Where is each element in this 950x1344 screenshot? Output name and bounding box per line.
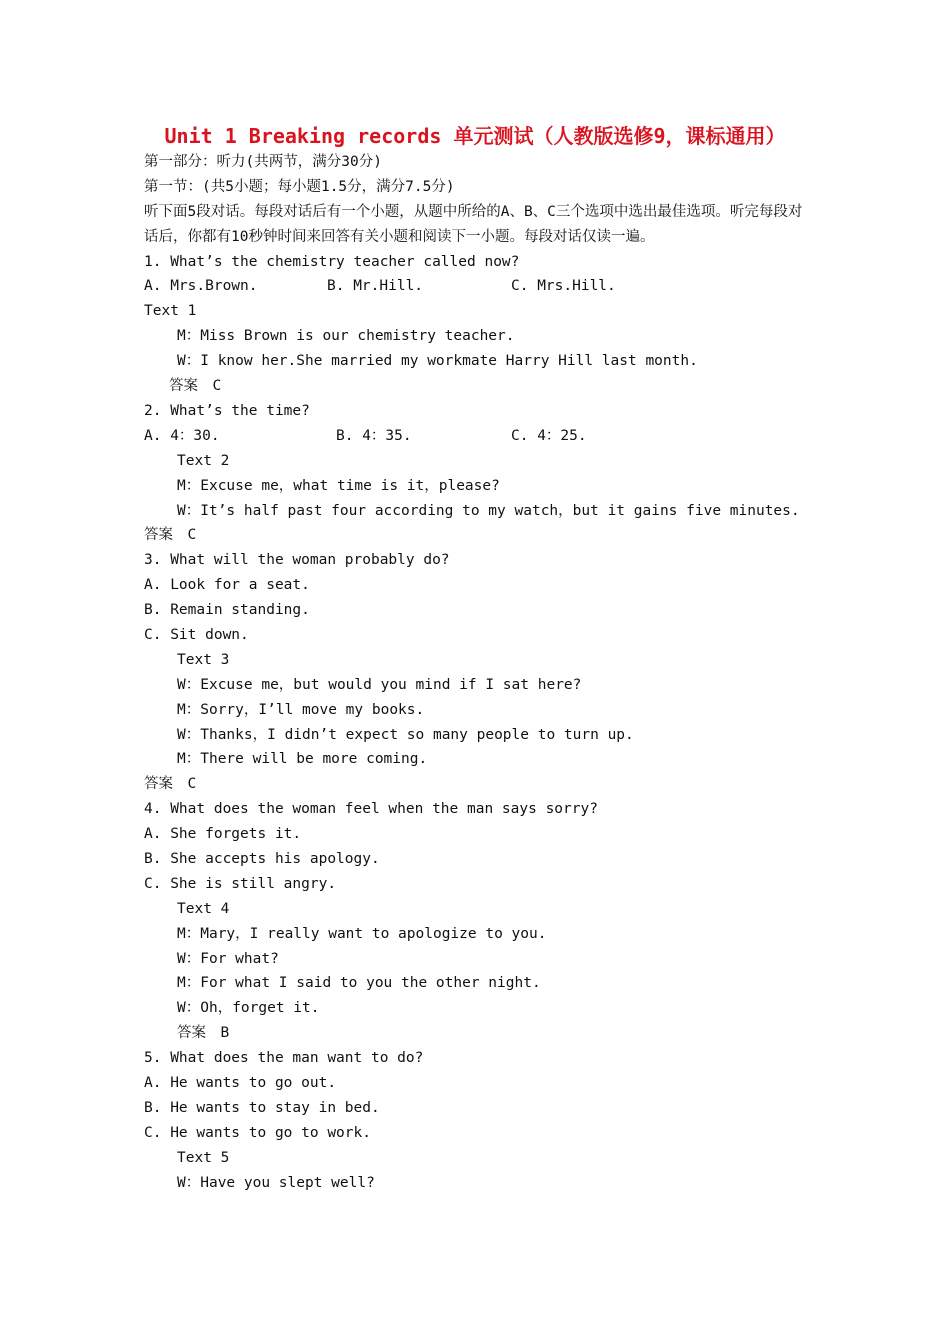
- question-2: 2. What’s the time?: [144, 402, 310, 419]
- question-4: 4. What does the woman feel when the man says sorry?: [144, 801, 598, 818]
- dialogue-line: M：Mary，I really want to apologize to you.: [177, 925, 547, 942]
- section-heading: 第一节：(共5小题；每小题1.5分，满分7.5分): [144, 178, 455, 195]
- dialogue-line: M：Miss Brown is our chemistry teacher.: [177, 328, 515, 345]
- dialogue-line: M：There will be more coming.: [177, 751, 428, 768]
- option-b: B. 4：35.: [336, 427, 412, 444]
- option-c: C. She is still angry.: [144, 875, 337, 892]
- option-b: B. He wants to stay in bed.: [144, 1099, 380, 1116]
- answer-1: 答案 C: [169, 378, 222, 395]
- dialogue-line: W：Excuse me，but would you mind if I sat here?: [177, 676, 582, 693]
- option-b: B. She accepts his apology.: [144, 850, 380, 867]
- option-c: C. 4：25.: [511, 427, 587, 444]
- option-b: B. Remain standing.: [144, 602, 310, 619]
- dialogue-line: M：Excuse me，what time is it，please?: [177, 477, 500, 494]
- text-label-3: Text 3: [177, 651, 230, 668]
- text-label-5: Text 5: [177, 1149, 230, 1166]
- dialogue-line: W：Thanks，I didn’t expect so many people to turn up.: [177, 726, 634, 743]
- answer-2: 答案 C: [144, 527, 197, 544]
- option-a: A. She forgets it.: [144, 826, 302, 843]
- dialogue-line: M：For what I said to you the other night.: [177, 975, 541, 992]
- document-body: [144, 150, 810, 1195]
- option-c: C. Sit down.: [144, 626, 249, 643]
- dialogue-line: W：Have you slept well?: [177, 1174, 375, 1191]
- question-2-options: [144, 424, 810, 449]
- question-3: 3. What will the woman probably do?: [144, 552, 450, 569]
- option-c: C. Mrs.Hill.: [511, 278, 616, 295]
- part-heading: 第一部分：听力(共两节，满分30分): [144, 154, 382, 170]
- instructions-paragraph: 听下面5段对话。每段对话后有一个小题，从题中所给的A、B、C三个选项中选出最佳选项。听完每段对话后，你都有10秒钟时间来回答有关小题和阅读下一小题。每段对话仅读一遍。: [144, 203, 803, 245]
- option-a: A. Look for a seat.: [144, 577, 310, 594]
- answer-3: 答案 C: [144, 776, 197, 793]
- option-b: B. Mr.Hill.: [327, 278, 424, 295]
- option-c: C. He wants to go to work.: [144, 1124, 371, 1141]
- question-1: 1. What’s the chemistry teacher called now?: [144, 253, 520, 270]
- dialogue-line: W：It’s half past four according to my watch，but it gains five minutes.: [177, 502, 800, 519]
- answer-4: 答案 B: [177, 1025, 230, 1042]
- dialogue-line: W：For what?: [177, 950, 279, 967]
- text-label-4: Text 4: [177, 900, 230, 917]
- document-title: Unit 1 Breaking records 单元测试（人教版选修9，课标通用）: [164, 124, 786, 148]
- question-5: 5. What does the man want to do?: [144, 1050, 424, 1067]
- dialogue-line: M：Sorry，I’ll move my books.: [177, 701, 425, 718]
- text-label-2: Text 2: [177, 452, 230, 469]
- question-1-options: [144, 274, 810, 299]
- option-a: A. Mrs.Brown.: [144, 278, 258, 295]
- dialogue-line: W：I know her.She married my workmate Harry Hill last month.: [177, 353, 698, 370]
- option-a: A. He wants to go out.: [144, 1074, 337, 1091]
- dialogue-line: W：Oh，forget it.: [177, 1000, 320, 1017]
- option-a: A. 4：30.: [144, 427, 220, 444]
- text-label-1: Text 1: [144, 303, 197, 320]
